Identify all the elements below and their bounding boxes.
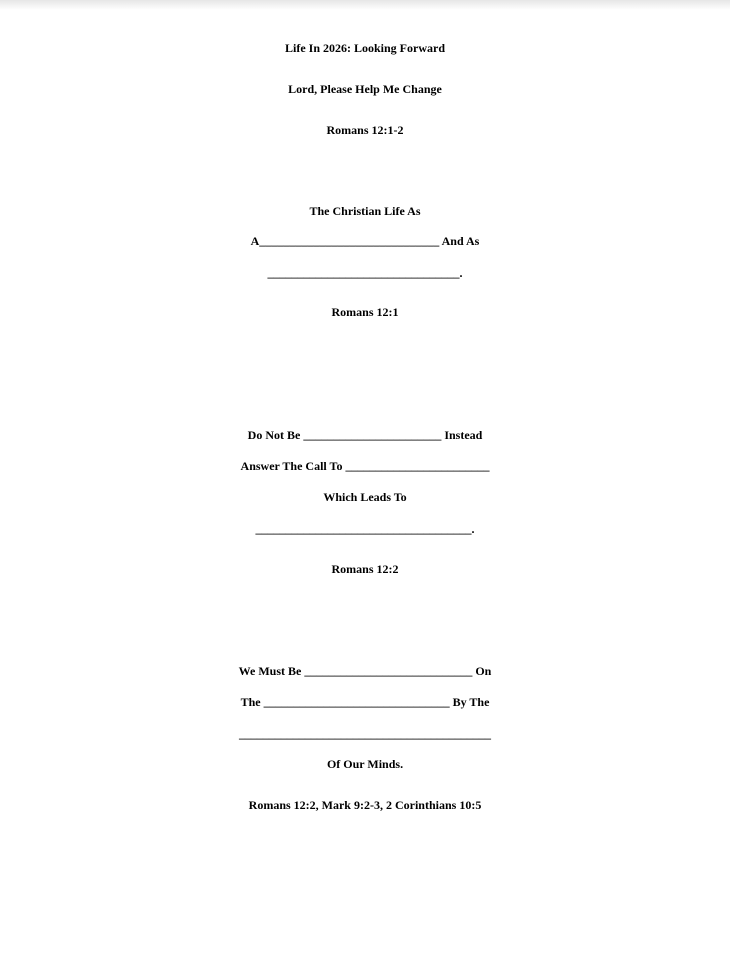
point-2-line-3: Which Leads To [323,490,407,504]
sermon-subtitle: Lord, Please Help Me Change [288,82,442,96]
point-3-line-3: __________________________________________ [239,727,491,741]
point-2-reference: Romans 12:2 [331,562,399,576]
point-3-line-2: The _______________________________ By The [240,695,490,709]
point-2-line-4: ____________________________________. [255,522,475,536]
page-top-edge [0,0,730,10]
point-3-line-4: Of Our Minds. [326,757,404,771]
point-2-line-1: Do Not Be _______________________ Instead [247,428,483,442]
point-1-line-3: ________________________________. [267,266,463,280]
sermon-title: Life In 2026: Looking Forward [284,41,445,55]
point-2-line-2: Answer The Call To ________________________ [240,459,490,473]
scripture-reference: Romans 12:1-2 [326,123,404,137]
point-1-line-2: A______________________________ And As [250,234,480,248]
point-1-reference: Romans 12:1 [331,305,399,319]
point-3-reference: Romans 12:2, Mark 9:2-3, 2 Corinthians 10:5 [248,798,482,812]
point-3-line-1: We Must Be ____________________________ On [238,664,492,678]
point-1-line-1: The Christian Life As [309,204,421,218]
